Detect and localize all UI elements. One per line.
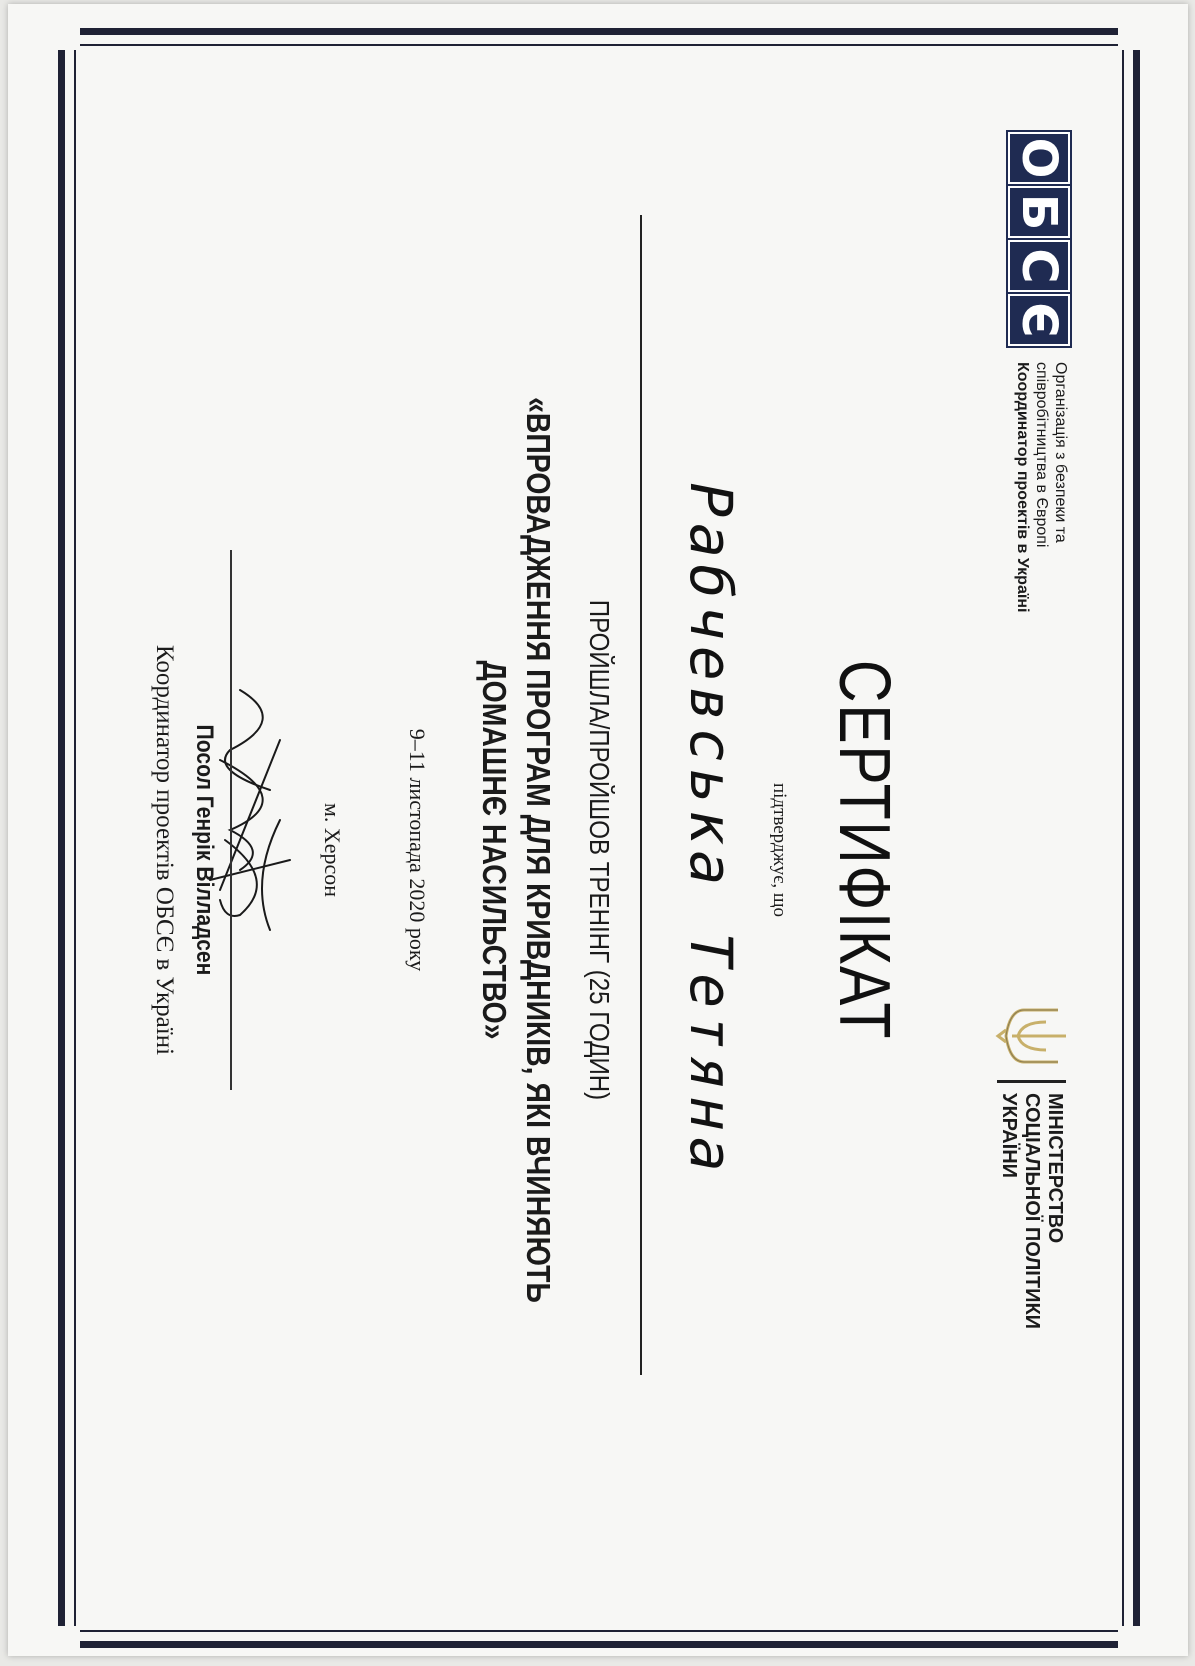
ministry-line-3: УКРАЇНИ (998, 1093, 1020, 1179)
training-city: м. Херсон (320, 802, 345, 898)
frame-corner (1118, 1626, 1140, 1648)
program-title-line-2: ДОМАШНЄ НАСИЛЬСТВО» (476, 660, 513, 1040)
signature-line (230, 550, 232, 1090)
confirms-text: підтверджує, що (769, 782, 790, 918)
osce-line-2: співробітництва в Європі (1033, 362, 1050, 548)
frame-corner (1118, 28, 1140, 50)
signer-name: Посол Генрік Вілладсен (191, 724, 218, 976)
trident-icon (994, 1000, 1072, 1072)
ministry-text (997, 1080, 1066, 1329)
training-text: ПРОЙШЛА/ПРОЙШОВ ТРЕНІНГ (25 ГОДИН) (584, 599, 615, 1101)
training-date: 9–11 листопада 2020 року (405, 728, 430, 972)
frame-corner (58, 1626, 80, 1648)
ministry-line-2: СОЦІАЛЬНОЇ ПОЛІТИКИ (1021, 1093, 1043, 1330)
osce-logo (1008, 132, 1070, 348)
name-underline (640, 215, 642, 1375)
frame-corner (58, 28, 80, 50)
ministry-line-1: МІНІСТЕРСТВО (1044, 1093, 1066, 1244)
osce-logo-letter: Є (1008, 294, 1070, 346)
osce-logo-letter: С (1008, 240, 1070, 292)
recipient-name: Рабчевська Тетяна (677, 482, 745, 1178)
program-title (472, 317, 560, 1383)
signer-role: Координатор проектів ОБСЄ в Україні (151, 644, 178, 1056)
osce-organization-text (1013, 362, 1070, 612)
osce-line-3: Координатор проектів в Україні (1014, 362, 1031, 613)
certificate-content (90, 80, 1090, 1620)
program-title-line-1: «ВПРОВАДЖЕННЯ ПРОГРАМ ДЛЯ КРИВДНИКІВ, ЯКІ ВЧИНЯЮТЬ (520, 397, 557, 1303)
osce-line-1: Організація з безпеки та (1052, 362, 1069, 543)
certificate-title: СЕРТИФІКАТ (824, 659, 904, 1041)
osce-logo-letter: О (1008, 132, 1070, 184)
osce-logo-letter: Б (1008, 186, 1070, 238)
